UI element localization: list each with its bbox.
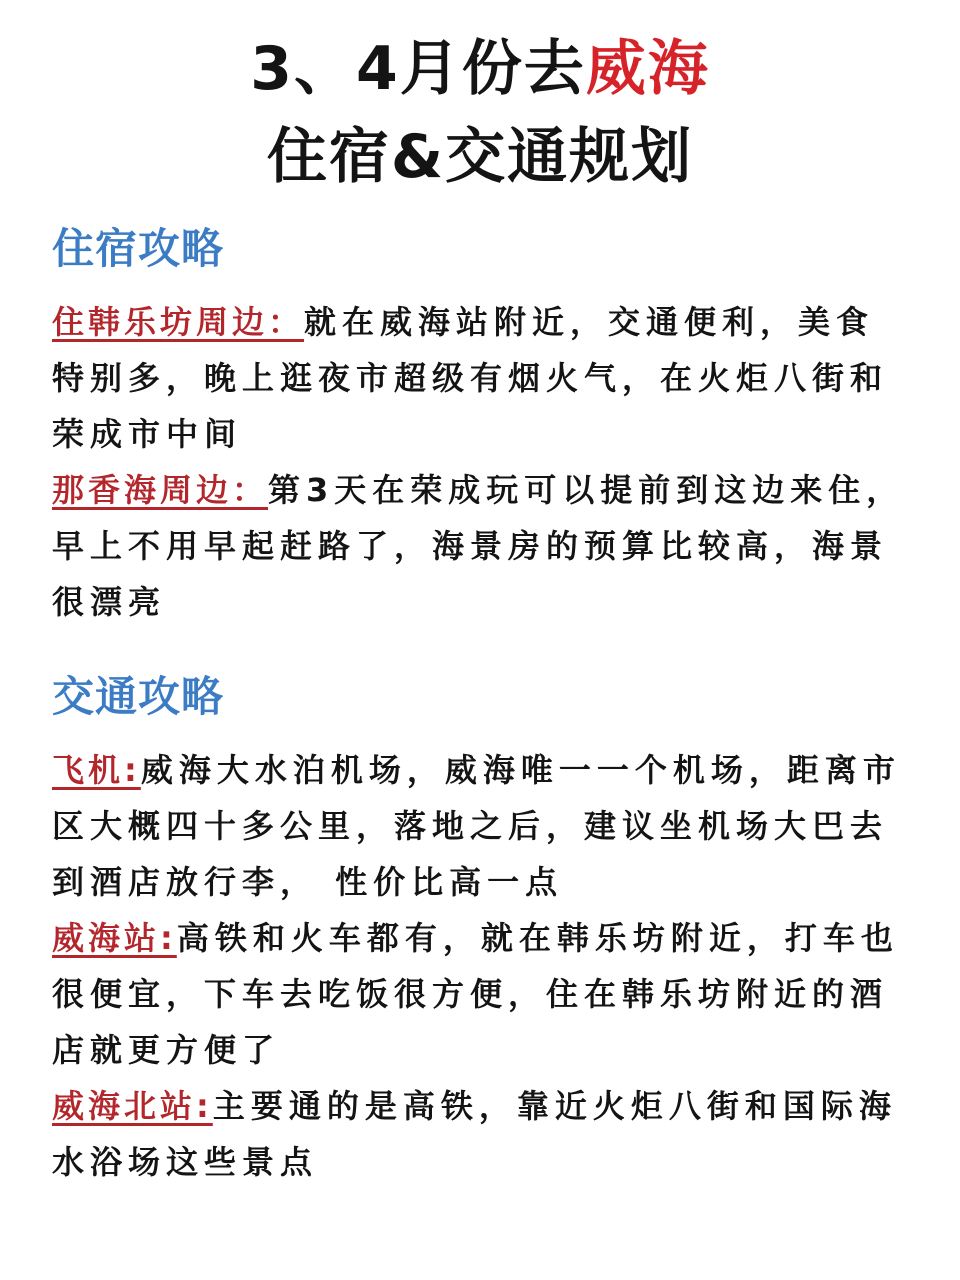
transport-item-plane: [52, 742, 912, 910]
transport-item-label: 威海北站:: [52, 1087, 213, 1125]
transport-item-weihai-station: [52, 910, 912, 1078]
accommodation-item-naxianghai: [52, 462, 912, 630]
accommodation-heading: 住宿攻略: [52, 224, 225, 273]
page-title-line-2: 住宿&交通规划: [266, 122, 694, 192]
transport-item-label: 飞机:: [52, 751, 141, 789]
title-prefix: 3、4月份去: [250, 34, 586, 104]
accommodation-item-text: 第3天在荣成玩可以提前到这边来住，早上不用早起赶路了，海景房的预算比较高，海景很漂亮: [52, 471, 905, 621]
page-title-line-1: [0, 34, 960, 104]
accommodation-item-hanlefang: [52, 294, 912, 462]
transport-item-text: 高铁和火车都有，就在韩乐坊附近，打车也很便宜，下车去吃饭很方便，住在韩乐坊附近的酒店就更方便了: [52, 919, 899, 1069]
transport-item-label: 威海站:: [52, 919, 177, 957]
transport-item-text: 主要通的是高铁，靠近火炬八街和国际海水浴场这些景点: [52, 1087, 897, 1181]
transport-heading: 交通攻略: [52, 672, 225, 721]
transport-item-weihai-north-station: [52, 1078, 912, 1190]
title-highlight: 威海: [585, 34, 710, 104]
accommodation-item-label: 住韩乐坊周边：: [52, 303, 305, 341]
accommodation-item-label: 那香海周边：: [52, 471, 269, 509]
accommodation-item-text: 就在威海站附近，交通便利，美食特别多，晚上逛夜市超级有烟火气，在火炬八街和荣成市中间: [52, 303, 889, 453]
transport-item-text: 威海大水泊机场，威海唯一一个机场，距离市区大概四十多公里，落地之后，建议坐机场大巴去到酒店放行李， 性价比高一点: [52, 751, 901, 901]
